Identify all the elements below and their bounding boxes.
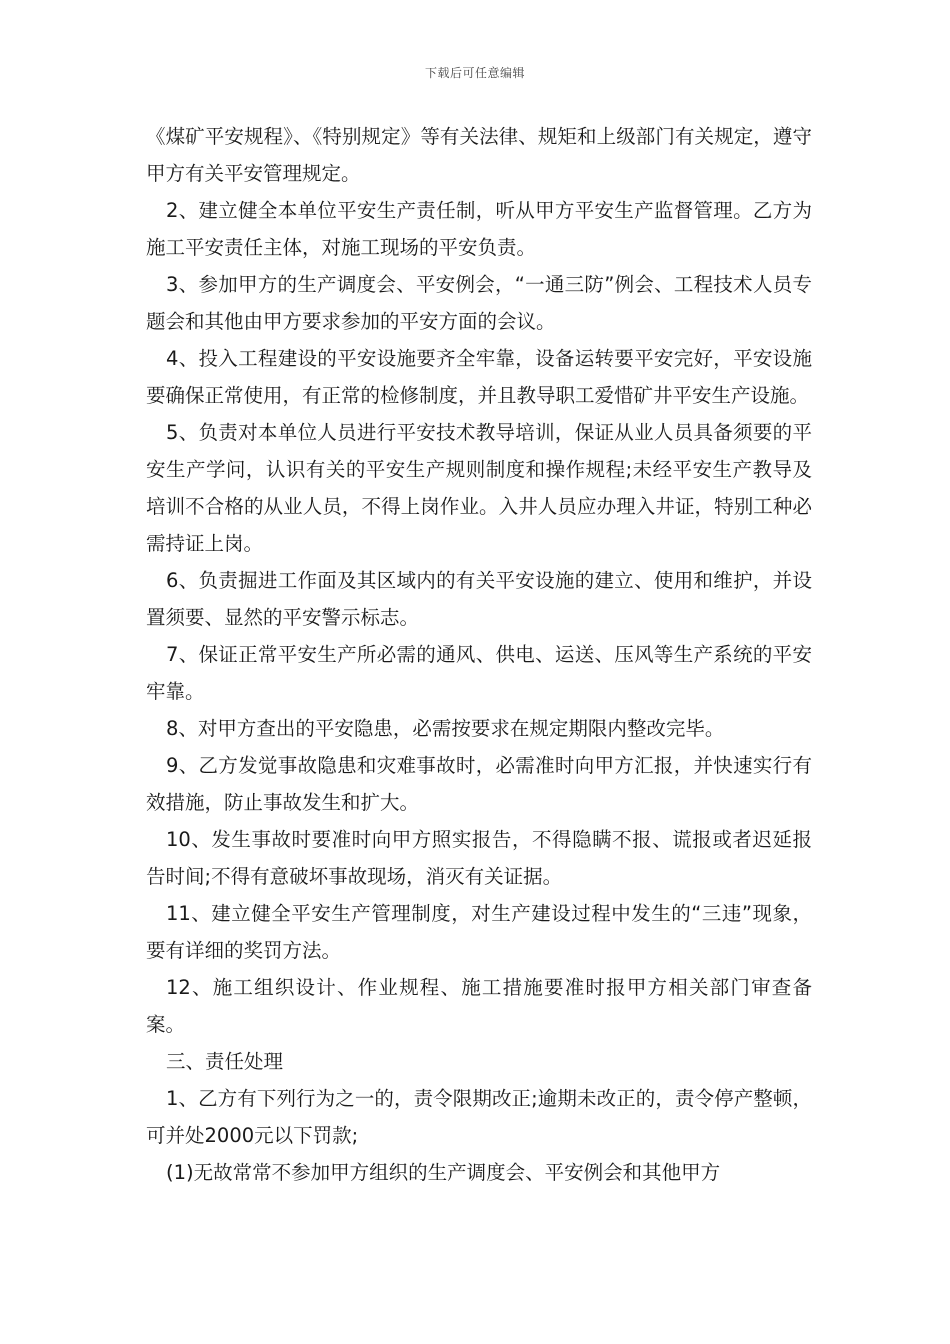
paragraph-continuation: 《煤矿平安规程》、《特别规定》等有关法律、规矩和上级部门有关规定，遵守甲方有关平安管理规定。 (146, 125, 812, 185)
document-body (146, 118, 812, 1191)
section-heading-3: 三、责任处理 (166, 1050, 284, 1073)
penalty-clause-1: 1、乙方有下列行为之一的，责令限期改正;逾期未改正的，责令停产整顿，可并处2000元以下罚款; (146, 1087, 812, 1147)
clause-9: 9、乙方发觉事故隐患和灾难事故时，必需准时向甲方汇报，并快速实行有效措施，防止事故发生和扩大。 (146, 754, 812, 814)
clause-6: 6、负责掘进工作面及其区域内的有关平安设施的建立、使用和维护，并设置须要、显然的平安警示标志。 (146, 569, 812, 629)
clause-11: 11、建立健全平安生产管理制度，对生产建设过程中发生的“三违”现象，要有详细的奖罚方法。 (146, 902, 812, 962)
clause-5: 5、负责对本单位人员进行平安技术教导培训，保证从业人员具备须要的平安生产学问，认识有关的平安生产规则制度和操作规程;未经平安生产教导及培训不合格的从业人员，不得上岗作业。入井人员应办理入井证，特别工种必需持证上岗。 (146, 421, 812, 555)
clause-4: 4、投入工程建设的平安设施要齐全牢靠，设备运转要平安完好，平安设施要确保正常使用，有正常的检修制度，并且教导职工爱惜矿井平安生产设施。 (146, 347, 812, 407)
page-header: 下载后可任意编辑 (424, 66, 525, 80)
clause-10: 10、发生事故时要准时向甲方照实报告，不得隐瞒不报、谎报或者迟延报告时间;不得有意破坏事故现场，消灭有关证据。 (146, 828, 812, 888)
clause-2: 2、建立健全本单位平安生产责任制，听从甲方平安生产监督管理。乙方为施工平安责任主体，对施工现场的平安负责。 (146, 199, 812, 259)
clause-7: 7、保证正常平安生产所必需的通风、供电、运送、压风等生产系统的平安牢靠。 (146, 643, 812, 703)
clause-12: 12、施工组织设计、作业规程、施工措施要准时报甲方相关部门审查备案。 (146, 976, 812, 1036)
clause-3: 3、参加甲方的生产调度会、平安例会，“一通三防”例会、工程技术人员专题会和其他由甲方要求参加的平安方面的会议。 (146, 273, 812, 333)
penalty-item-1: (1)无故常常不参加甲方组织的生产调度会、平安例会和其他甲方 (166, 1161, 721, 1184)
clause-8: 8、对甲方查出的平安隐患，必需按要求在规定期限内整改完毕。 (166, 717, 725, 740)
